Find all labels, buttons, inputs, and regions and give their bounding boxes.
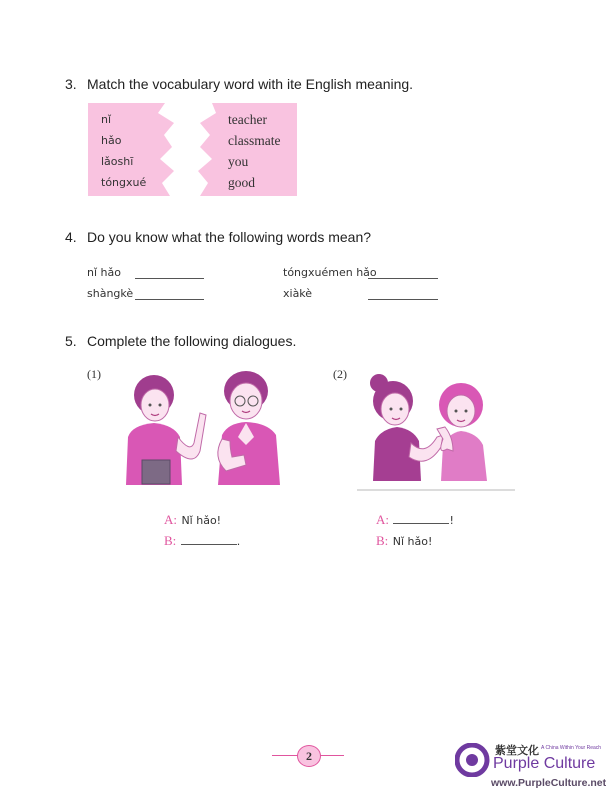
dialogue-1-blank-b[interactable] <box>181 534 237 545</box>
pinyin-word-3: lǎoshī <box>101 155 134 168</box>
question-3-number: 3. <box>65 76 77 92</box>
page-number-badge <box>297 745 321 767</box>
answer-line-xiake[interactable] <box>368 299 438 300</box>
dialogue-1-text-a: Nǐ hǎo! <box>181 514 222 527</box>
answer-line-shangke[interactable] <box>135 299 204 300</box>
brand-chinese: 紫堂文化 <box>495 744 539 757</box>
english-meaning-1: teacher <box>228 112 267 127</box>
question-5-number: 5. <box>65 333 77 349</box>
english-meaning-2: classmate <box>228 133 281 148</box>
question-4-title <box>65 229 371 245</box>
dialogue-1-line-a <box>164 511 221 529</box>
english-meaning-3: you <box>228 154 249 169</box>
dialogue-2-illustration <box>357 365 517 493</box>
dialogue-2-label: (2) <box>333 367 347 381</box>
english-meaning-4: good <box>228 175 255 190</box>
dialogue-1-label: (1) <box>87 367 101 381</box>
question-4-text: Do you know what the following words mean? <box>87 229 372 245</box>
page-number-ornament <box>272 745 344 767</box>
dialogue-2-line-a <box>376 511 454 529</box>
dialogue-1-illustration <box>118 365 290 490</box>
purple-culture-logo-icon <box>455 743 493 777</box>
dialogue-1-line-b <box>164 532 240 550</box>
dialogue-2-text-b: Nǐ hǎo! <box>392 535 433 548</box>
pinyin-word-2: hǎo <box>101 134 122 147</box>
question-5-title <box>65 333 296 349</box>
dialogue-2-end-a: ! <box>449 514 454 527</box>
pinyin-word-4: tóngxué <box>101 176 147 189</box>
brand-name: Purple Culture <box>493 755 596 772</box>
question-4-number: 4. <box>65 229 77 245</box>
answer-line-ni-hao[interactable] <box>135 278 204 279</box>
word-shangke: shàngkè <box>87 287 134 300</box>
word-xiake: xiàkè <box>283 287 313 300</box>
brand-tagline: A China Within Your Reach <box>541 745 602 751</box>
question-5-text: Complete the following dialogues. <box>87 333 297 349</box>
matching-box <box>88 103 297 196</box>
word-ni-hao: nǐ hǎo <box>87 266 121 279</box>
dialogue-2-line-b <box>376 532 432 550</box>
dialogue-1-speaker-b: B: <box>164 533 177 548</box>
brand-url: www.PurpleCulture.net <box>491 777 607 789</box>
dialogue-1-end-b: . <box>236 535 241 548</box>
answer-line-tongxuemen-hao[interactable] <box>368 278 438 279</box>
question-3-title <box>65 76 413 92</box>
question-3-text: Match the vocabulary word with ite English meaning. <box>87 76 414 92</box>
word-tongxuemen-hao: tóngxuémen hǎo <box>283 266 377 279</box>
dialogue-2-blank-a[interactable] <box>393 513 449 524</box>
page-number: 2 <box>306 749 312 763</box>
dialogue-2-speaker-b: B: <box>376 533 389 548</box>
dialogue-1-speaker-a: A: <box>164 512 177 527</box>
pinyin-word-1: nǐ <box>101 113 112 126</box>
dialogue-2-speaker-a: A: <box>376 512 389 527</box>
purple-culture-logo <box>455 742 610 792</box>
